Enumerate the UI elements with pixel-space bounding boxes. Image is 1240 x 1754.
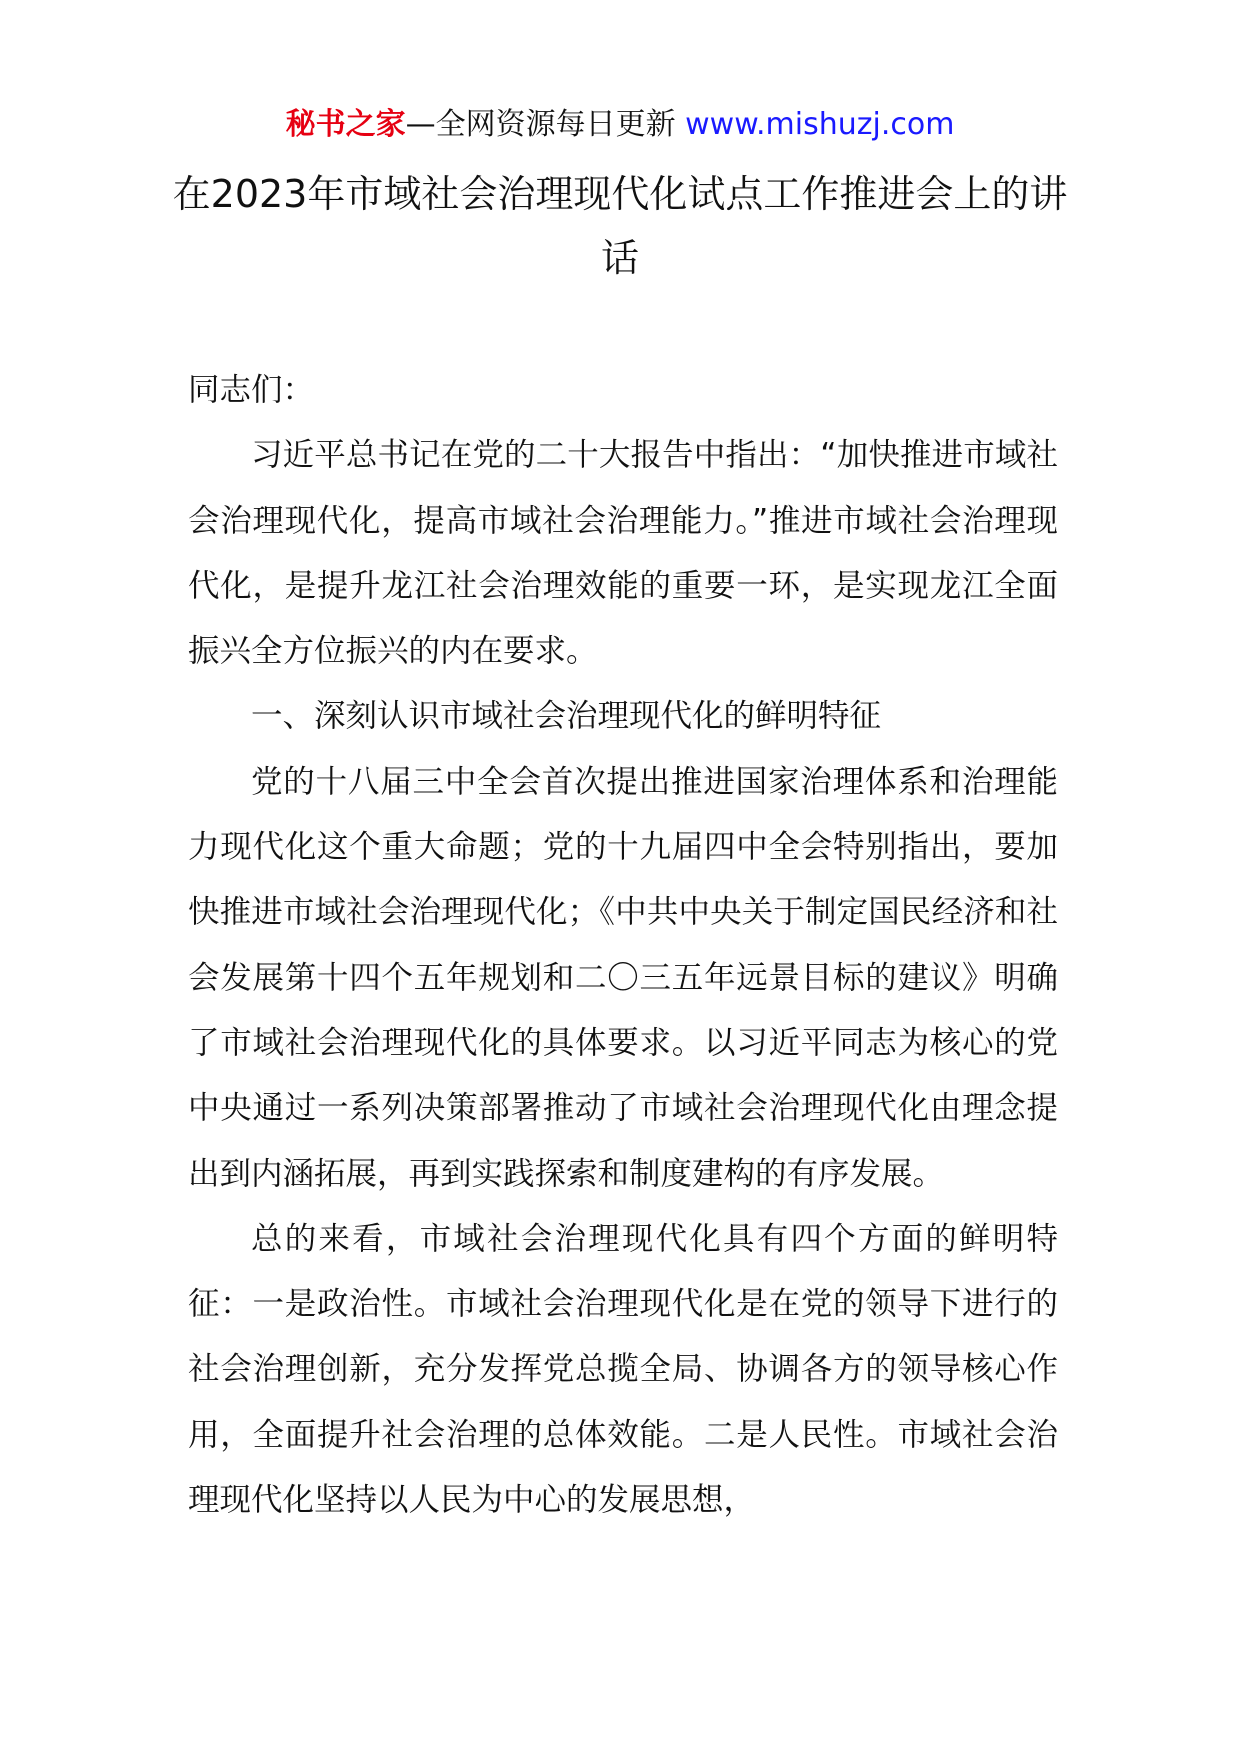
document-body [188,358,1058,1533]
salutation: 同志们： [188,372,315,408]
paragraph-features: 总的来看，市域社会治理现代化具有四个方面的鲜明特征：一是政治性。市域社会治理现代化是在党的领导下进行的社会治理创新，充分发挥党总揽全局、协调各方的领导核心作用，全面提升社会治理的总体效能。二是人民性。市域社会治理现代化坚持以人民为中心的发展思想， [188,1220,1058,1519]
brand-name: 秘书之家 [285,107,406,142]
site-header [0,98,1240,152]
section-heading-1: 一、深刻认识市域社会治理现代化的鲜明特征 [251,698,882,735]
site-url-link[interactable]: www.mishuzj.com [685,107,955,142]
document-title: 在2023年市域社会治理现代化试点工作推进会上的讲话 [172,172,1068,280]
paragraph-history: 党的十八届三中全会首次提出推进国家治理体系和治理能力现代化这个重大命题；党的十九届四中全会特别指出，要加快推进市域社会治理现代化；《中共中央关于制定国民经济和社会发展第十四个五年规划和二〇三五年远景目标的建议》明确了市域社会治理现代化的具体要求。以习近平同志为核心的党中央通过一系列决策部署推动了市域社会治理现代化由理念提出到内涵拓展，再到实践探索和制度建构的有序发展。 [188,763,1058,1192]
header-slogan: —全网资源每日更新 [405,107,676,142]
paragraph-intro: 习近平总书记在党的二十大报告中指出：“加快推进市域社会治理现代化，提高市域社会治理能力。”推进市域社会治理现代化，是提升龙江社会治理效能的重要一环，是实现龙江全面振兴全方位振兴的内在要求。 [188,437,1058,670]
